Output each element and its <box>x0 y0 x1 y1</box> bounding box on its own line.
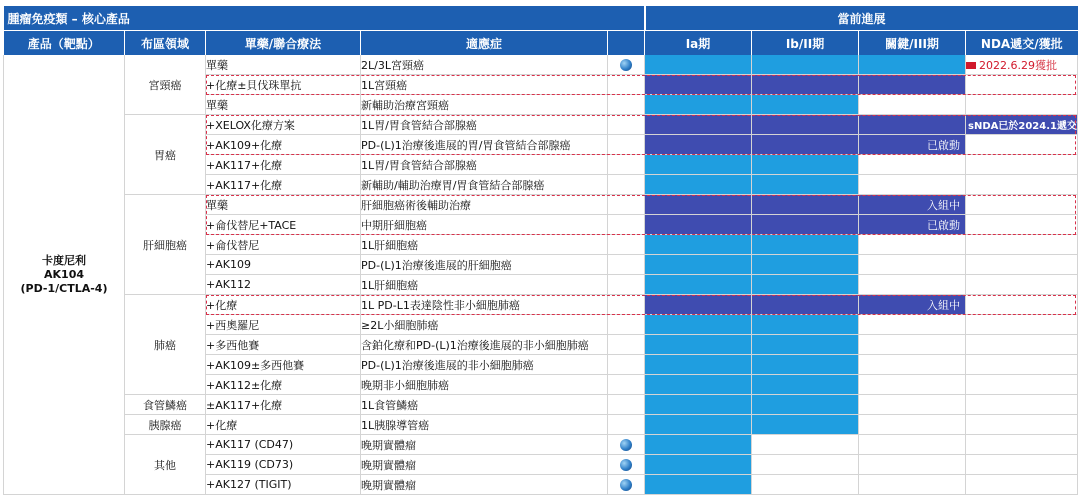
global-cell <box>608 135 645 155</box>
indication-cell: 含鉑化療和PD-(L)1治療後進展的非小細胞肺癌 <box>361 335 608 355</box>
global-cell <box>608 375 645 395</box>
nda-cell <box>966 235 1078 255</box>
global-cell <box>608 195 645 215</box>
nda-cell <box>966 375 1078 395</box>
phase-bar-segment <box>645 335 752 355</box>
phase-bar-segment <box>752 355 859 375</box>
therapy-cell: +AK109 <box>206 255 361 275</box>
phase-bar-segment <box>645 255 752 275</box>
indication-cell: PD-(L)1治療後進展的肝細胞癌 <box>361 255 608 275</box>
global-cell <box>608 355 645 375</box>
nda-cell <box>966 455 1078 475</box>
nda-cell <box>966 395 1078 415</box>
global-cell <box>608 255 645 275</box>
nda-cell <box>966 475 1078 495</box>
indication-cell: PD-(L)1治療後進展的非小細胞肺癌 <box>361 355 608 375</box>
global-cell <box>608 415 645 435</box>
phase-bar-segment <box>645 235 752 255</box>
phase-bar-segment <box>645 175 752 195</box>
col-phase-1a-header: Ia期 <box>645 31 752 56</box>
nda-cell <box>966 355 1078 375</box>
indication-cell: 肝細胞癌術後輔助治療 <box>361 195 608 215</box>
therapy-cell: +侖伐替尼 <box>206 235 361 255</box>
globe-icon <box>620 479 632 491</box>
col-phase-1b-2-header: Ib/II期 <box>752 31 859 56</box>
product-cell <box>4 55 125 495</box>
area-cell: 肝細胞癌 <box>125 195 206 295</box>
phase-bar-segment <box>645 275 752 295</box>
phase-bar-segment <box>859 155 966 175</box>
phase-bar-segment <box>752 435 859 455</box>
therapy-cell: 單藥 <box>206 95 361 115</box>
indication-cell: 1L胃/胃食管結合部腺癌 <box>361 155 608 175</box>
table-row <box>4 115 1078 135</box>
phase-bar-segment <box>859 95 966 115</box>
nda-cell <box>966 155 1078 175</box>
phase-bar-segment <box>645 215 752 235</box>
indication-cell: 1L胃/胃食管結合部腺癌 <box>361 115 608 135</box>
therapy-cell: +AK109±多西他賽 <box>206 355 361 375</box>
global-cell <box>608 55 645 75</box>
phase-bar-segment <box>859 255 966 275</box>
indication-cell: 晚期實體瘤 <box>361 435 608 455</box>
phase-bar-segment <box>645 135 752 155</box>
nda-cell <box>966 175 1078 195</box>
global-cell <box>608 315 645 335</box>
phase-bar-segment <box>752 235 859 255</box>
indication-cell: 中期肝細胞癌 <box>361 215 608 235</box>
global-cell <box>608 455 645 475</box>
area-cell: 胃癌 <box>125 115 206 195</box>
phase-bar-segment <box>859 275 966 295</box>
table-title: 腫瘤免疫類 – 核心產品 <box>4 6 645 31</box>
indication-cell: PD-(L)1治療後進展的胃/胃食管結合部腺癌 <box>361 135 608 155</box>
therapy-cell: +AK117 (CD47) <box>206 435 361 455</box>
therapy-cell: 單藥 <box>206 195 361 215</box>
globe-icon <box>620 439 632 451</box>
phase-bar-segment <box>645 295 752 315</box>
col-indication-header: 適應症 <box>361 31 608 56</box>
col-area-header: 布區領域 <box>125 31 206 56</box>
phase-bar-segment <box>752 95 859 115</box>
indication-cell: 1L宮頸癌 <box>361 75 608 95</box>
nda-cell <box>966 415 1078 435</box>
global-cell <box>608 475 645 495</box>
global-cell <box>608 215 645 235</box>
phase-bar-segment <box>645 375 752 395</box>
table-row <box>4 55 1078 75</box>
global-cell <box>608 295 645 315</box>
col-therapy-header: 單藥/聯合療法 <box>206 31 361 56</box>
product-code: AK104 <box>44 267 84 281</box>
global-cell <box>608 275 645 295</box>
phase-bar-segment <box>859 435 966 455</box>
area-cell: 肺癌 <box>125 295 206 395</box>
table-row <box>4 435 1078 455</box>
indication-cell: 1L肝細胞癌 <box>361 275 608 295</box>
indication-cell: 1L食管鱗癌 <box>361 395 608 415</box>
phase-bar-segment <box>752 195 859 215</box>
nda-cell <box>966 55 1078 75</box>
global-cell <box>608 435 645 455</box>
phase-status-label: 入組中 <box>859 295 966 315</box>
therapy-cell: +AK117+化療 <box>206 155 361 175</box>
indication-cell: 新輔助治療宮頸癌 <box>361 95 608 115</box>
col-nda-header: NDA遞交/獲批 <box>966 31 1078 56</box>
phase-bar-segment <box>859 355 966 375</box>
indication-cell: 晚期實體瘤 <box>361 455 608 475</box>
indication-cell: 新輔助/輔助治療胃/胃食管結合部腺癌 <box>361 175 608 195</box>
phase-bar-segment <box>859 335 966 355</box>
table-row <box>4 195 1078 215</box>
nda-cell <box>966 95 1078 115</box>
phase-bar-segment <box>859 375 966 395</box>
pipeline-body <box>4 55 1078 495</box>
nda-status-text: 2022.6.29獲批 <box>979 58 1057 72</box>
nda-cell <box>966 255 1078 275</box>
phase-bar-segment <box>859 455 966 475</box>
phase-bar-segment <box>859 115 966 135</box>
pipeline-table <box>3 6 1078 495</box>
product-name: 卡度尼利 <box>42 253 86 267</box>
phase-bar-segment <box>645 55 752 75</box>
col-product-header: 產品（靶點） <box>4 31 125 56</box>
phase-bar-segment <box>752 175 859 195</box>
global-cell <box>608 75 645 95</box>
table-row <box>4 415 1078 435</box>
therapy-cell: 單藥 <box>206 55 361 75</box>
table-row <box>4 395 1078 415</box>
therapy-cell: +AK127 (TIGIT) <box>206 475 361 495</box>
phase-bar-segment <box>645 75 752 95</box>
area-cell: 宮頸癌 <box>125 55 206 115</box>
phase-bar-segment <box>859 55 966 75</box>
col-pivotal-3-header: 關鍵/III期 <box>859 31 966 56</box>
phase-status-label: 已啟動 <box>859 215 966 235</box>
nda-cell <box>966 335 1078 355</box>
globe-icon <box>620 59 632 71</box>
global-cell <box>608 175 645 195</box>
phase-bar-segment <box>645 395 752 415</box>
phase-bar-segment <box>645 475 752 495</box>
nda-cell <box>966 435 1078 455</box>
global-cell <box>608 395 645 415</box>
phase-bar-segment <box>752 135 859 155</box>
current-progress-header: 當前進展 <box>645 6 1078 31</box>
product-target: (PD-1/CTLA-4) <box>20 281 108 295</box>
nda-cell <box>966 315 1078 335</box>
indication-cell: 晚期非小細胞肺癌 <box>361 375 608 395</box>
nda-cell <box>966 75 1078 95</box>
globe-icon <box>620 459 632 471</box>
therapy-cell: +XELOX化療方案 <box>206 115 361 135</box>
china-flag-icon <box>966 62 976 69</box>
phase-bar-segment <box>752 475 859 495</box>
phase-bar-segment <box>752 455 859 475</box>
therapy-cell: +化療±貝伐珠單抗 <box>206 75 361 95</box>
phase-bar-segment <box>752 255 859 275</box>
phase-bar-segment <box>859 475 966 495</box>
phase-bar-segment <box>752 155 859 175</box>
therapy-cell: +AK112±化療 <box>206 375 361 395</box>
phase-bar-segment <box>859 175 966 195</box>
nda-cell <box>966 295 1078 315</box>
indication-cell: 1L PD-L1表達陰性非小細胞肺癌 <box>361 295 608 315</box>
therapy-cell: ±AK117+化療 <box>206 395 361 415</box>
indication-cell: 2L/3L宮頸癌 <box>361 55 608 75</box>
indication-cell: ≥2L小細胞肺癌 <box>361 315 608 335</box>
column-header-row <box>4 31 1078 56</box>
phase-bar-segment <box>752 215 859 235</box>
indication-cell: 1L胰腺導管癌 <box>361 415 608 435</box>
phase-bar-segment <box>752 415 859 435</box>
area-cell: 胰腺癌 <box>125 415 206 435</box>
phase-bar-segment <box>859 395 966 415</box>
phase-bar-segment <box>752 115 859 135</box>
phase-bar-segment <box>645 415 752 435</box>
phase-bar-segment <box>859 415 966 435</box>
global-cell <box>608 155 645 175</box>
phase-bar-segment <box>859 235 966 255</box>
global-cell <box>608 115 645 135</box>
phase-bar-segment <box>645 435 752 455</box>
area-cell: 其他 <box>125 435 206 495</box>
therapy-cell: +AK117+化療 <box>206 175 361 195</box>
area-cell: 食管鱗癌 <box>125 395 206 415</box>
indication-cell: 1L肝細胞癌 <box>361 235 608 255</box>
phase-bar-segment <box>752 335 859 355</box>
phase-bar-segment <box>859 75 966 95</box>
nda-cell <box>966 115 1078 135</box>
phase-bar-segment <box>645 355 752 375</box>
therapy-cell: +西奧羅尼 <box>206 315 361 335</box>
therapy-cell: +多西他賽 <box>206 335 361 355</box>
table-row <box>4 295 1078 315</box>
phase-status-label: 入組中 <box>859 195 966 215</box>
therapy-cell: +AK119 (CD73) <box>206 455 361 475</box>
therapy-cell: +化療 <box>206 415 361 435</box>
col-globe-header <box>608 31 645 56</box>
phase-status-label: 已啟動 <box>859 135 966 155</box>
phase-bar-segment <box>645 155 752 175</box>
phase-bar-segment <box>645 115 752 135</box>
phase-bar-segment <box>645 195 752 215</box>
phase-bar-segment <box>645 455 752 475</box>
phase-bar-segment <box>752 295 859 315</box>
phase-bar-segment <box>859 315 966 335</box>
therapy-cell: +AK109+化療 <box>206 135 361 155</box>
phase-bar-segment <box>752 55 859 75</box>
global-cell <box>608 235 645 255</box>
phase-bar-segment <box>752 75 859 95</box>
indication-cell: 晚期實體瘤 <box>361 475 608 495</box>
therapy-cell: +AK112 <box>206 275 361 295</box>
nda-cell <box>966 135 1078 155</box>
nda-status-text: sNDA已於2024.1遞交 <box>968 121 1077 132</box>
therapy-cell: +侖伐替尼+TACE <box>206 215 361 235</box>
phase-bar-segment <box>752 275 859 295</box>
nda-cell <box>966 195 1078 215</box>
phase-bar-segment <box>752 375 859 395</box>
nda-cell <box>966 275 1078 295</box>
phase-bar-segment <box>752 395 859 415</box>
therapy-cell: +化療 <box>206 295 361 315</box>
phase-bar-segment <box>752 315 859 335</box>
global-cell <box>608 95 645 115</box>
phase-bar-segment <box>645 95 752 115</box>
global-cell <box>608 335 645 355</box>
phase-bar-segment <box>645 315 752 335</box>
nda-cell <box>966 215 1078 235</box>
